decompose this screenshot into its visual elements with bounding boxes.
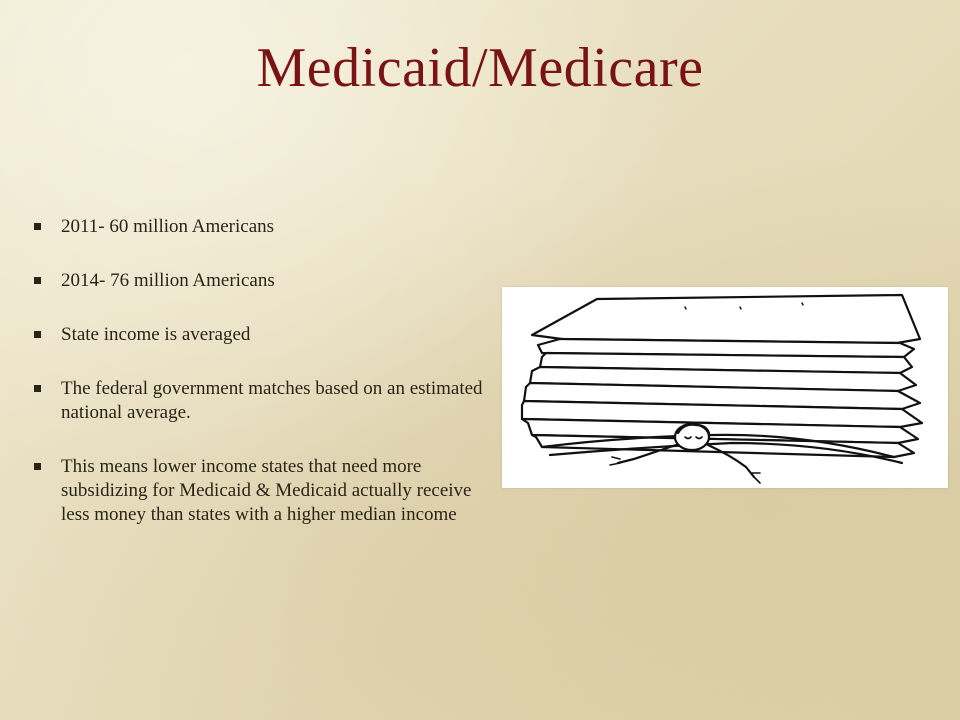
bullet-item bbox=[34, 215, 494, 239]
paper-stack-picture bbox=[502, 287, 948, 488]
bullet-item bbox=[34, 377, 494, 425]
bullet-text: This means lower income states that need more subsidizing for Medicaid & Medicaid actually receive less money than states with a higher median income bbox=[61, 456, 472, 525]
person-under-paper-stack-icon bbox=[502, 287, 948, 488]
bullet-text: State income is averaged bbox=[61, 324, 251, 345]
bullet-item bbox=[34, 269, 494, 293]
bullet-item bbox=[34, 323, 494, 347]
bullet-item bbox=[34, 455, 494, 527]
slide-title: Medicaid/Medicare bbox=[256, 37, 704, 99]
bullet-text: The federal government matches based on an estimated national average. bbox=[61, 378, 483, 423]
bullet-text: 2014- 76 million Americans bbox=[61, 270, 275, 291]
square-bullet-icon bbox=[34, 385, 41, 392]
bullet-text: 2011- 60 million Americans bbox=[61, 216, 275, 237]
bullet-list bbox=[34, 215, 494, 557]
square-bullet-icon bbox=[34, 223, 41, 230]
square-bullet-icon bbox=[34, 463, 41, 470]
square-bullet-icon bbox=[34, 277, 41, 284]
square-bullet-icon bbox=[34, 331, 41, 338]
